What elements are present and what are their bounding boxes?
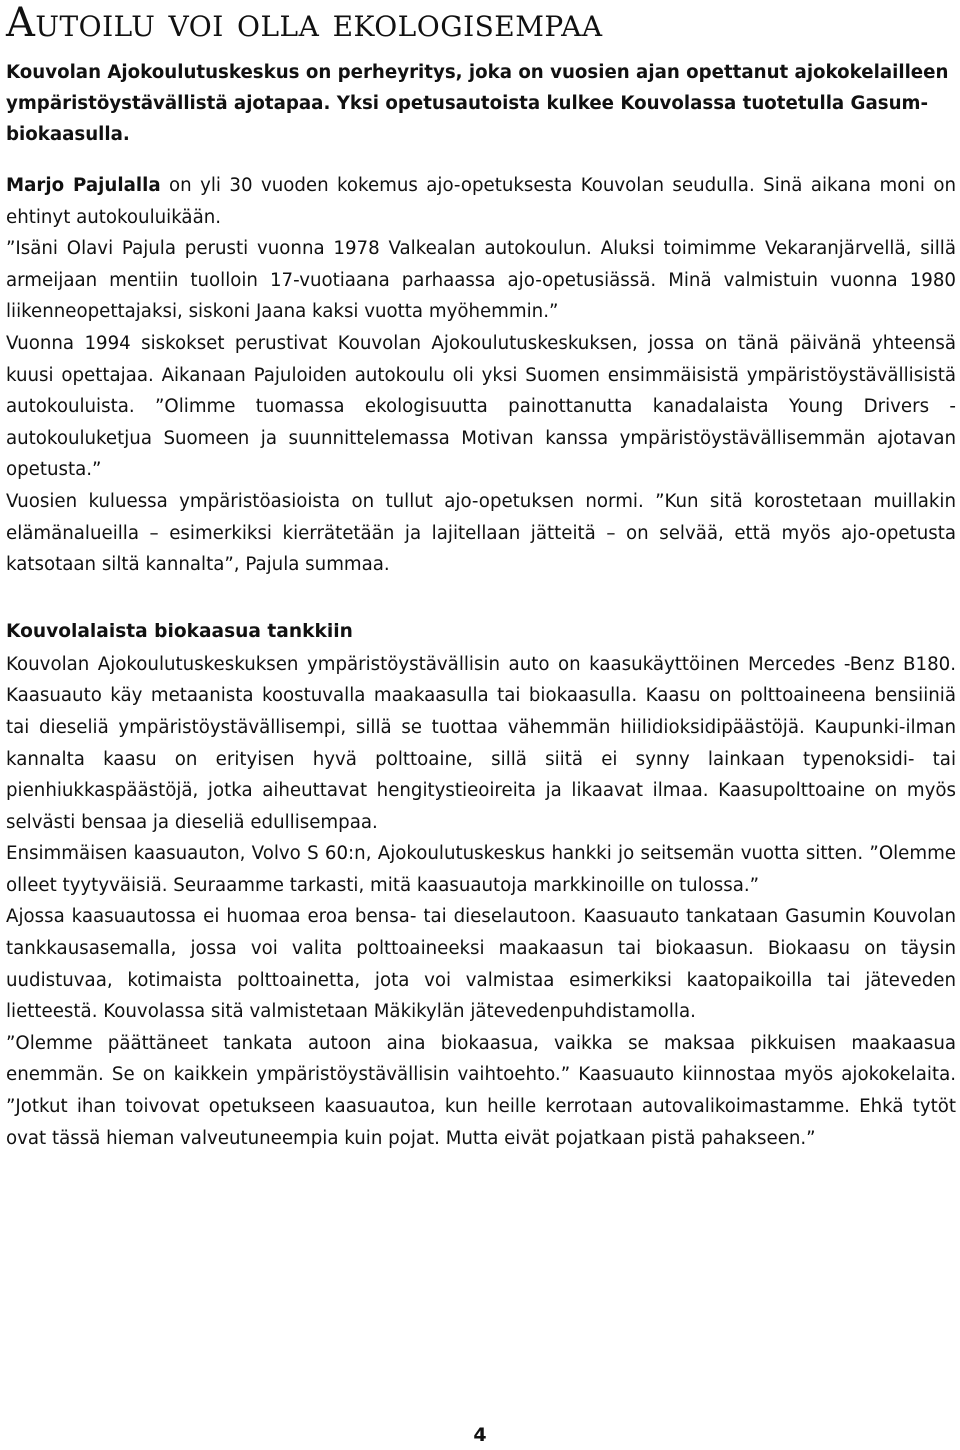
article (6, 0, 956, 1154)
paragraph: Kouvolan Ajokoulutuskeskuksen ympäristöystävällisin auto on kaasukäyttöinen Mercedes -Benz B180. Kaasuauto käy metaanista koostuvalla maakaasulla tai biokaasulla. Kaasu on polttoaineena bensiiniä tai dieseliä ympäristöystävällisempi, sillä se tuottaa vähemmän hiilidioksidipäästöjä. Kaupunki-ilman kannalta kaasu on erityisen hyvä polttoaine, sillä siitä ei synny lainkaan typenoksidi- tai pienhiukkaspäästöjä, jotka aiheuttavat hengitystieoireita ja likaavat ilmaa. Kaasupolttoaine on myös selvästi bensaa ja dieseliä edullisempaa. (6, 653, 956, 833)
person-name: Marjo Pajulalla (6, 175, 161, 196)
paragraph-text: on yli 30 vuoden kokemus ajo-opetuksesta Kouvolan seudulla. Sinä aikana moni on ehtinyt autokouluikään. (6, 175, 956, 228)
article-lead: Kouvolan Ajokoulutuskeskus on perheyritys, joka on vuosien ajan opettanut ajokokelailleen ympäristöystävällistä ajotapaa. Yksi opetusautoista kulkee Kouvolassa tuotetulla Gasum-biokaasulla. (6, 62, 949, 145)
paragraph: Vuosien kuluessa ympäristöasioista on tullut ajo-opetuksen normi. ”Kun sitä korostetaan muillakin elämänalueilla – esimerkiksi kierrätetään ja lajitellaan jätteitä – on selvää, että myös ajo-opetusta katsotaan siltä kannalta”, Pajula summaa. (6, 490, 956, 576)
section-heading: Kouvolalaista biokaasua tankkiin (6, 620, 353, 642)
article-title: Autoilu voi olla ekologisempaa (6, 0, 603, 46)
quote-paragraph: ”Isäni Olavi Pajula perusti vuonna 1978 Valkealan autokoulun. Aluksi toimimme Vekaranjärvellä, sillä armeijaan mentiin tuolloin 17-vuotiaana parhaassa ajo-opetusiässä. Minä valmistuin vuonna 1980 liikenneopettajaksi, siskoni Jaana kaksi vuotta myöhemmin.” (6, 238, 956, 323)
paragraph: Ensimmäisen kaasuauton, Volvo S 60:n, Ajokoulutuskeskus hankki jo seitsemän vuotta sitten. ”Olemme olleet tyytyväisiä. Seuraamme tarkasti, mitä kaasuautoja markkinoille on tulossa.” (6, 843, 956, 896)
paragraph: Ajossa kaasuautossa ei huomaa eroa bensa- tai dieselautoon. Kaasuauto tankataan Gasumin Kouvolan tankkausasemalla, jossa voi valita polttoaineeksi maakaasun tai biokaasun. Biokaasu on täysin uudistuvaa, kotimaista polttoainetta, jota voi valmistaa esimerkiksi kaatopaikoilla tai jäteveden lietteestä. Kouvolassa sitä valmistetaan Mäkikylän jätevedenpuhdistamolla. (6, 906, 956, 1023)
paragraph (6, 170, 956, 233)
paragraph: Vuonna 1994 siskokset perustivat Kouvolan Ajokoulutuskeskuksen, jossa on tänä päivänä yhteensä kuusi opettajaa. Aikanaan Pajuloiden autokoulu oli yksi Suomen ensimmäisistä ympäristöystävällisistä autokouluista. ”Olimme tuomassa ekologisuutta painottanutta kanadalaista Young Drivers -autokouluketjua Suomeen ja suunnittelemassa Motivan kanssa ympäristöystävällisemmän ajotavan opetusta.” (6, 332, 956, 481)
page-number: 4 (473, 1424, 487, 1446)
quote-paragraph: ”Olemme päättäneet tankata autoon aina biokaasua, vaikka se maksaa pikkuisen maakaasua enemmän. Se on kaikkein ympäristöystävällisin vaihtoehto.” Kaasuauto kiinnostaa myös ajokokelaita. ”Jotkut ihan toivovat opetukseen kaasuautoa, kun heille kerrotaan autovalikoimastamme. Ehkä tytöt ovat tässä hieman valveutuneempia kuin pojat. Mutta eivät pojatkaan pistä pahakseen.” (6, 1032, 956, 1149)
